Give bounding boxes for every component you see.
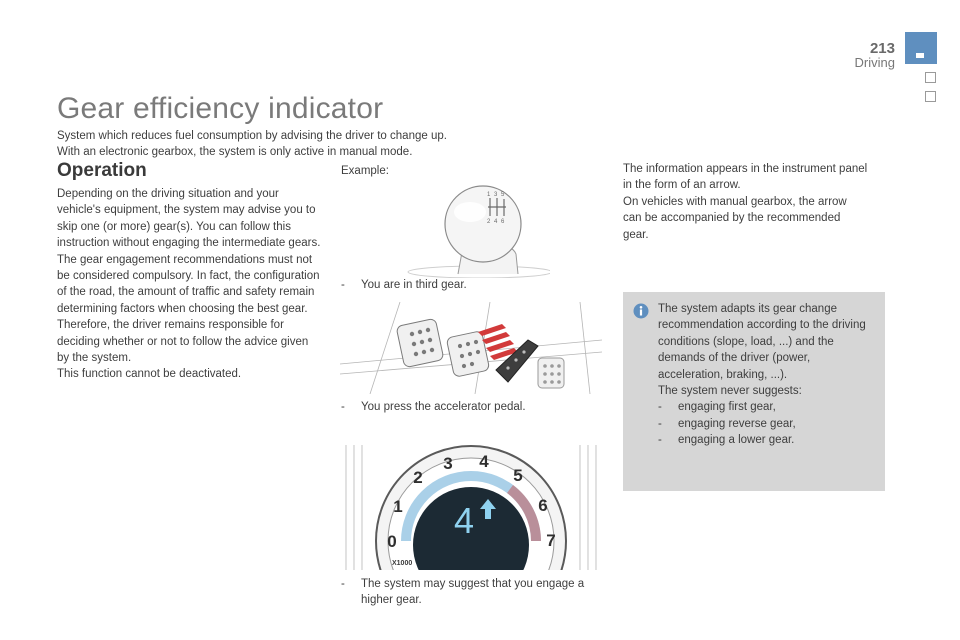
example-step <box>341 576 601 609</box>
dash: - <box>658 434 662 447</box>
brake-pedal <box>446 331 490 378</box>
dial-number: 2 <box>413 468 423 487</box>
section-tab[interactable] <box>905 32 937 64</box>
info-note <box>623 292 885 491</box>
section-tab-empty[interactable] <box>925 72 936 83</box>
svg-text:6: 6 <box>501 219 505 225</box>
svg-text:5: 5 <box>501 192 505 198</box>
dial-number: 3 <box>443 454 453 473</box>
list-item-text: engaging reverse gear, <box>678 417 796 430</box>
footrest <box>538 358 564 388</box>
dial-number: 4 <box>479 452 489 471</box>
paragraph: This function cannot be deactivated. <box>57 368 242 381</box>
section-tab-empty[interactable] <box>925 91 936 102</box>
dial-number: 5 <box>513 466 523 485</box>
list-item <box>658 432 871 448</box>
list-item-text: engaging a lower gear. <box>678 434 795 447</box>
instrument-info <box>623 161 868 243</box>
page-title: Gear efficiency indicator <box>57 92 384 125</box>
svg-text:1: 1 <box>487 192 491 198</box>
svg-text:4: 4 <box>494 219 498 225</box>
info-icon <box>633 303 649 319</box>
dash: - <box>658 417 662 430</box>
dash: - <box>341 578 345 590</box>
clutch-pedal <box>396 318 444 367</box>
dash: - <box>341 401 345 413</box>
step-text: The system may suggest that you engage a higher gear. <box>361 578 585 607</box>
dash: - <box>658 401 662 414</box>
list-item <box>658 416 871 432</box>
dial-number: 0 <box>387 532 397 551</box>
intro-text <box>57 128 577 160</box>
intro-line: System which reduces fuel consumption by advising the driver to change up. <box>57 130 447 142</box>
paragraph: Depending on the driving situation and your vehicle's equipment, the system may advise you to skip one (or more) gear(s). You can follow this instruction without engaging the intermediate gears. <box>57 188 321 250</box>
operation-heading: Operation <box>57 160 147 181</box>
list-item <box>658 399 871 415</box>
paragraph: The gear engagement recommendations must not be considered compulsory. In fact, the configuration of the road, the amount of traffic and safety remain determining factors when choosing the best gear. Therefore, the driver remains responsible for deciding whether or not to follow the advice given by the system. <box>57 253 320 365</box>
intro-line: With an electronic gearbox, the system is only active in manual mode. <box>57 146 413 158</box>
paragraph: The system adapts its gear change recommendation according to the driving conditions (slope, load, ...) and the demands of the driver (power, acceleration, braking, ...). <box>658 303 866 381</box>
dial-number: 7 <box>546 531 556 550</box>
section-name: Driving <box>854 55 895 70</box>
example-step <box>341 399 591 415</box>
step-text: You are in third gear. <box>361 279 467 291</box>
svg-text:2: 2 <box>487 219 491 225</box>
paragraph: On vehicles with manual gearbox, the arrow can be accompanied by the recommended gear. <box>623 195 847 241</box>
pedals-illustration <box>340 302 602 394</box>
rpm-unit-label: X1000 <box>392 560 413 567</box>
gear-display: 4 <box>453 500 475 541</box>
step-text: You press the accelerator pedal. <box>361 401 526 413</box>
list-item-text: engaging first gear, <box>678 401 776 414</box>
operation-text <box>57 186 323 383</box>
svg-text:3: 3 <box>494 192 498 198</box>
example-step <box>341 277 591 293</box>
dash: - <box>341 279 345 291</box>
page-number: 213 <box>869 40 895 57</box>
tachometer-illustration <box>340 445 602 570</box>
dial-number: 1 <box>393 497 403 516</box>
dial-number: 6 <box>538 496 548 515</box>
example-label: Example: <box>341 165 389 177</box>
paragraph: The system never suggests: <box>658 385 802 398</box>
paragraph: The information appears in the instrument panel in the form of an arrow. <box>623 163 868 192</box>
gear-knob-illustration <box>400 182 550 278</box>
